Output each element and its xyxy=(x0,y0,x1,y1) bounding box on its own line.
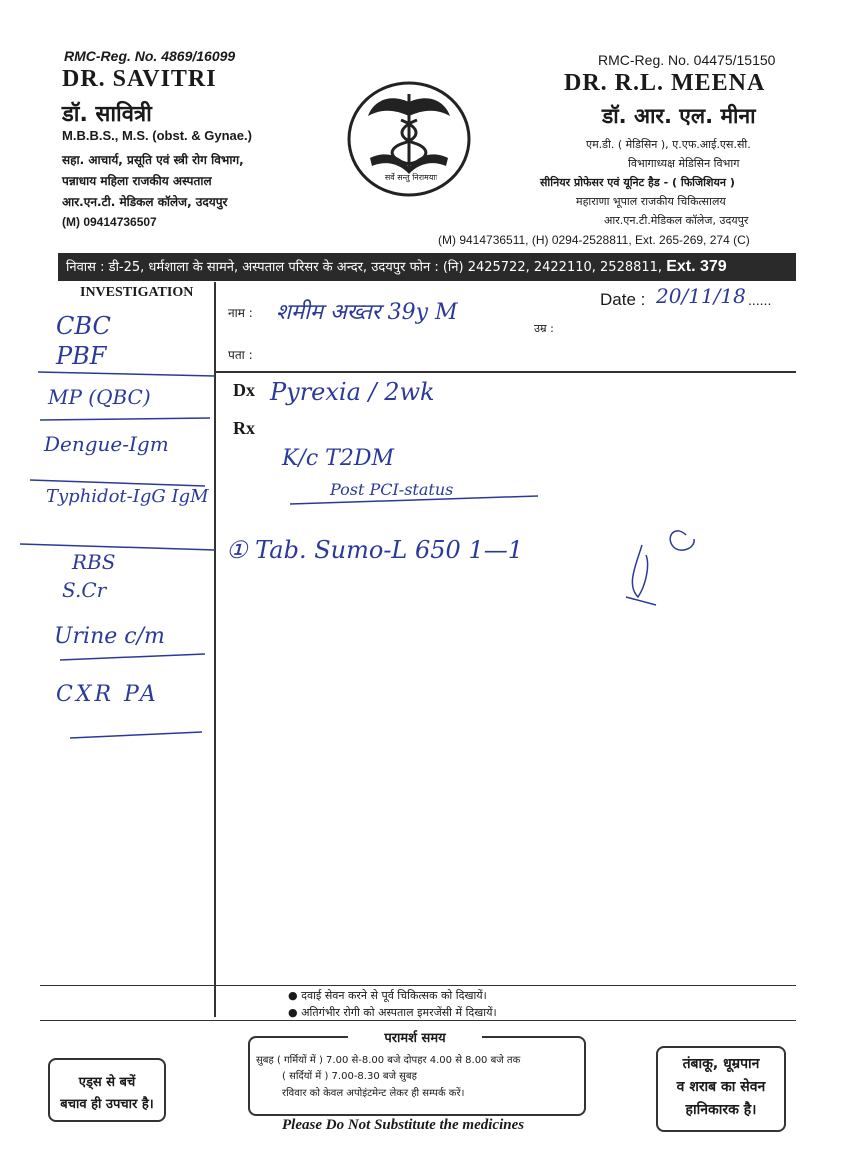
aids-slogan-line-2: बचाव ही उपचार है। xyxy=(60,1097,154,1112)
dx-label: Dx xyxy=(233,380,255,400)
right-doctor-designation: विभागाध्यक्ष मेडिसिन विभाग xyxy=(628,157,740,170)
right-doctor-phones: (M) 9414736511, (H) 0294-2528811, Ext. 265-269, 274 (C) xyxy=(438,233,750,247)
note-1: ● दवाई सेवन करने से पूर्व चिकित्सक को दिखायें। xyxy=(288,989,487,1002)
signature-mark xyxy=(616,515,716,615)
patient-address-label: पता : xyxy=(228,348,253,362)
note-1-text: दवाई सेवन करने से पूर्व चिकित्सक को दिखायें। xyxy=(301,989,487,1002)
date-value: 20/11/18 xyxy=(656,284,746,308)
dx-value: Pyrexia / 2wk xyxy=(270,378,435,406)
patient-name-value: शमीम अख्तर 39y M xyxy=(276,300,458,325)
address-ext: Ext. 379 xyxy=(666,258,727,275)
tobacco-slogan-line-2: व शराब का सेवन xyxy=(676,1079,766,1095)
left-doctor-name-en: DR. SAVITRI xyxy=(62,66,217,92)
investigation-item: Typhidot-IgG IgM xyxy=(46,486,209,507)
right-doctor-name-hi: डॉ. आर. एल. मीना xyxy=(602,104,756,128)
right-doctor-title: सीनियर प्रोफेसर एवं यूनिट हैड - ( फिजिशियन ) xyxy=(540,176,735,189)
investigation-underlines xyxy=(20,360,220,750)
right-reg-number: RMC-Reg. No. 04475/15150 xyxy=(598,52,776,68)
date-label: Date : xyxy=(600,290,646,309)
left-doctor-degree: M.B.B.S., M.S. (obst. & Gynae.) xyxy=(62,128,252,143)
left-doctor-designation: सहा. आचार्य, प्रसूति एवं स्त्री रोग विभाग, xyxy=(62,153,244,167)
patient-age-label: उम्र : xyxy=(534,322,554,335)
left-reg-number: RMC-Reg. No. 4869/16099 xyxy=(64,48,236,64)
footer-note: Please Do Not Substitute the medicines xyxy=(282,1117,525,1133)
right-doctor-college: आर.एन.टी.मेडिकल कॉलेज, उदयपुर xyxy=(604,214,749,227)
history-line-1: K/c T2DM xyxy=(282,446,394,471)
investigation-item: CXR PA xyxy=(56,682,159,707)
left-doctor-college: आर.एन.टी. मेडिकल कॉलेज, उदयपुर xyxy=(62,195,228,209)
note-2-text: अतिगंभीर रोगी को अस्पताल इमरजेंसी में दिखायें। xyxy=(301,1006,497,1019)
patient-divider xyxy=(216,371,796,373)
investigation-item: PBF xyxy=(56,342,107,370)
investigation-heading: INVESTIGATION xyxy=(80,285,194,300)
rx-label: Rx xyxy=(233,418,255,438)
right-doctor-degree: एम.डी. ( मेडिसिन ), ए.एफ.आई.एस.सी. xyxy=(586,138,751,151)
patient-name-label: नाम : xyxy=(228,306,253,320)
bottom-divider xyxy=(40,1020,796,1021)
investigation-item: RBS xyxy=(72,550,116,574)
note-2: ● अतिगंभीर रोगी को अस्पताल इमरजेंसी में दिखायें। xyxy=(288,1006,497,1019)
timing-line-3: रविवार को केवल अपोइंटमेन्ट लेकर ही सम्पर्क करें। xyxy=(282,1088,465,1099)
investigation-item: CBC xyxy=(56,312,111,340)
medicine-line: ① Tab. Sumo-L 650 1—1 xyxy=(226,536,523,564)
timing-title: परामर्श समय xyxy=(348,1028,482,1046)
timing-line-1: सुबह ( गर्मियों में ) 7.00 से-8.00 बजे दोपहर 4.00 से 8.00 बजे तक xyxy=(256,1055,521,1066)
investigation-item: Dengue-Igm xyxy=(44,432,169,456)
tobacco-slogan-line-3: हानिकारक है। xyxy=(685,1102,757,1118)
tobacco-slogan-box xyxy=(656,1046,786,1132)
right-doctor-name-en: DR. R.L. MEENA xyxy=(564,70,766,96)
aids-slogan-line-1: एड्स से बचें xyxy=(78,1075,136,1090)
history-line-2: Post PCI-status xyxy=(330,480,454,499)
notes-divider xyxy=(40,985,796,986)
left-doctor-mobile: (M) 09414736507 xyxy=(62,215,157,229)
left-doctor-name-hi: डॉ. सावित्री xyxy=(62,102,152,127)
address-bar xyxy=(58,253,796,281)
timing-line-2: ( सर्दियों में ) 7.00-8.30 बजे सुबह xyxy=(282,1071,417,1082)
tobacco-slogan-line-1: तंबाकू, धूम्रपान xyxy=(682,1056,760,1072)
date-dots: ...... xyxy=(748,292,772,308)
address-text: निवास : डी-25, धर्मशाला के सामने, अस्पताल परिसर के अन्दर, उदयपुर फोन : (नि) 2425722, 2422110, 2528811, xyxy=(66,260,663,275)
investigation-item: MP (QBC) xyxy=(48,385,151,409)
aids-slogan-box xyxy=(48,1058,166,1122)
right-doctor-hospital: महाराणा भूपाल राजकीय चिकित्सालय xyxy=(576,195,726,208)
logo-motto: सर्वे सन्तु निरामयाः xyxy=(384,173,438,182)
history-underline xyxy=(288,490,548,510)
investigation-item: Urine c/m xyxy=(54,624,165,649)
investigation-item: S.Cr xyxy=(62,578,107,602)
left-doctor-hospital: पन्नाधाय महिला राजकीय अस्पताल xyxy=(62,174,212,188)
